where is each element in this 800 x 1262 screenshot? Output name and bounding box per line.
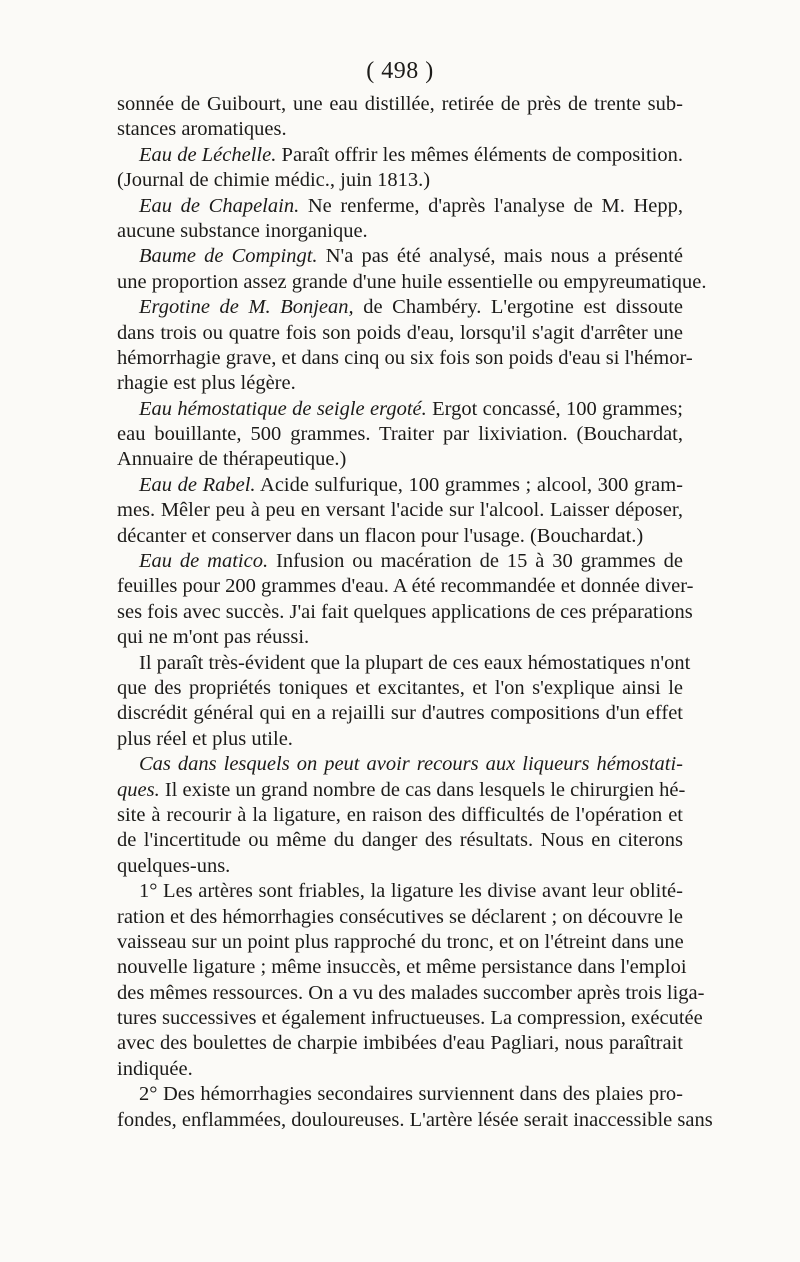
line-text: Il existe un grand nombre de cas dans lesquels le chirurgien hé- — [159, 778, 686, 801]
text-line — [117, 244, 683, 269]
line-text: eau bouillante, 500 grammes. Traiter par lixiviation. (Bouchardat, — [117, 423, 683, 446]
line-text: 2° Des hémorrhagies secondaires surviennent dans des plaies pro- — [139, 1083, 683, 1106]
text-line — [117, 473, 683, 498]
text-line — [117, 727, 683, 752]
italic-heading: Baume de Compingt. — [139, 245, 318, 268]
italic-heading: Cas dans lesquels on peut avoir recours aux liqueurs hémostati- — [139, 753, 683, 776]
line-text: quelques-uns. — [117, 854, 231, 877]
line-text: Ne renferme, d'après l'analyse de M. Hepp, — [299, 194, 683, 217]
line-text: N'a pas été analysé, mais nous a présenté — [317, 245, 683, 268]
text-line — [117, 651, 691, 676]
line-text: mes. Mêler peu à peu en versant l'acide sur l'alcool. Laisser déposer, — [117, 499, 683, 522]
text-line — [117, 143, 683, 168]
page-number: ( 498 ) — [366, 58, 434, 84]
line-text: rhagie est plus légère. — [117, 372, 296, 395]
text-line — [117, 524, 683, 549]
text-line — [117, 447, 683, 472]
text-line — [117, 879, 683, 904]
text-line — [117, 194, 683, 219]
text-line — [117, 92, 683, 117]
line-text: des mêmes ressources. On a vu des malades succomber après trois liga- — [117, 981, 705, 1004]
line-text: une proportion assez grande d'une huile essentielle ou empyreumatique. — [117, 270, 707, 293]
line-text: discrédit général qui en a rejailli sur d'autres compositions d'un effet — [117, 702, 683, 725]
line-text: vaisseau sur un point plus rapproché du tronc, et on l'étreint dans une — [117, 930, 684, 953]
line-text: (Journal de chimie médic., juin 1813.) — [117, 169, 431, 192]
line-text: qui ne m'ont pas réussi. — [117, 626, 310, 649]
text-line — [117, 905, 683, 930]
text-line — [117, 574, 694, 599]
text-line — [117, 828, 683, 853]
line-text: aucune substance inorganique. — [117, 219, 368, 242]
text-line — [117, 1082, 683, 1107]
text-line — [117, 371, 683, 396]
text-line — [117, 955, 687, 980]
line-text: Infusion ou macération de 15 à 30 grammes de — [268, 550, 683, 573]
line-text: sonnée de Guibourt, une eau distillée, retirée de près de trente sub- — [117, 93, 683, 115]
italic-heading: Eau de matico. — [139, 550, 269, 573]
line-text: stances aromatiques. — [117, 118, 287, 141]
text-line — [117, 270, 707, 295]
line-text: ses fois avec succès. J'ai fait quelques applications de ces préparations — [117, 600, 693, 623]
text-line — [117, 422, 683, 447]
line-text: ration et des hémorrhagies consécutives se déclarent ; on découvre le — [117, 905, 683, 928]
italic-heading: Eau hémostatique de seigle ergoté. — [139, 397, 427, 420]
text-line — [117, 117, 683, 142]
text-line — [117, 701, 683, 726]
text-line — [117, 1057, 683, 1082]
text-line — [117, 346, 693, 371]
text-line — [117, 778, 686, 803]
italic-heading: Eau de Rabel. — [139, 473, 256, 496]
italic-heading: Eau de Léchelle. — [139, 143, 277, 166]
line-text: Ergot concassé, 100 grammes; — [426, 397, 683, 420]
italic-heading: Ergotine de M. Bonjean, — [139, 296, 354, 319]
line-text: tures successives et également infructueuses. La compression, exécutée — [117, 1007, 703, 1030]
line-text: que des propriétés toniques et excitantes, et l'on s'explique ainsi le — [117, 676, 683, 699]
text-line — [117, 676, 683, 701]
line-text: avec des boulettes de charpie imbibées d'eau Pagliari, nous paraîtrait — [117, 1032, 683, 1055]
text-line — [117, 854, 683, 879]
line-text: Annuaire de thérapeutique.) — [117, 448, 347, 471]
line-text: plus réel et plus utile. — [117, 727, 293, 750]
text-line — [117, 1006, 703, 1031]
line-text: indiquée. — [117, 1057, 193, 1080]
line-text: de l'incertitude ou même du danger des résultats. Nous en citerons — [117, 829, 683, 852]
text-line — [117, 752, 683, 777]
line-text: Paraît offrir les mêmes éléments de composition. — [276, 143, 683, 166]
body-text — [117, 92, 713, 1133]
text-line — [117, 1031, 683, 1056]
italic-heading: ques. — [117, 778, 160, 801]
text-line — [117, 803, 683, 828]
line-text: fondes, enflammées, douloureuses. L'artère lésée serait inaccessible sans — [117, 1108, 713, 1131]
italic-heading: Eau de Chapelain. — [139, 194, 300, 217]
text-line — [117, 981, 705, 1006]
line-text: feuilles pour 200 grammes d'eau. A été recommandée et donnée diver- — [117, 575, 694, 598]
text-line — [117, 549, 683, 574]
line-text: hémorrhagie grave, et dans cinq ou six fois son poids d'eau si l'hémor- — [117, 346, 693, 369]
text-line — [117, 295, 683, 320]
text-line — [117, 1108, 713, 1133]
line-text: décanter et conserver dans un flacon pour l'usage. (Bouchardat.) — [117, 524, 644, 547]
line-text: site à recourir à la ligature, en raison des difficultés de l'opération et — [117, 803, 683, 826]
line-text: nouvelle ligature ; même insuccès, et même persistance dans l'emploi — [117, 956, 687, 979]
text-line — [117, 498, 683, 523]
text-line — [117, 321, 683, 346]
line-text: de Chambéry. L'ergotine est dissoute — [353, 296, 683, 319]
line-text: Il paraît très-évident que la plupart de ces eaux hémostatiques n'ont — [139, 651, 691, 674]
line-text: 1° Les artères sont friables, la ligature les divise avant leur oblité- — [139, 880, 683, 903]
text-line — [117, 930, 683, 955]
text-line — [117, 625, 683, 650]
text-line — [117, 600, 693, 625]
text-line — [117, 397, 683, 422]
text-line — [117, 219, 683, 244]
line-text: dans trois ou quatre fois son poids d'eau, lorsqu'il s'agit d'arrêter une — [117, 321, 683, 344]
line-text: Acide sulfurique, 100 grammes ; alcool, 300 gram- — [255, 473, 683, 496]
text-line — [117, 168, 683, 193]
